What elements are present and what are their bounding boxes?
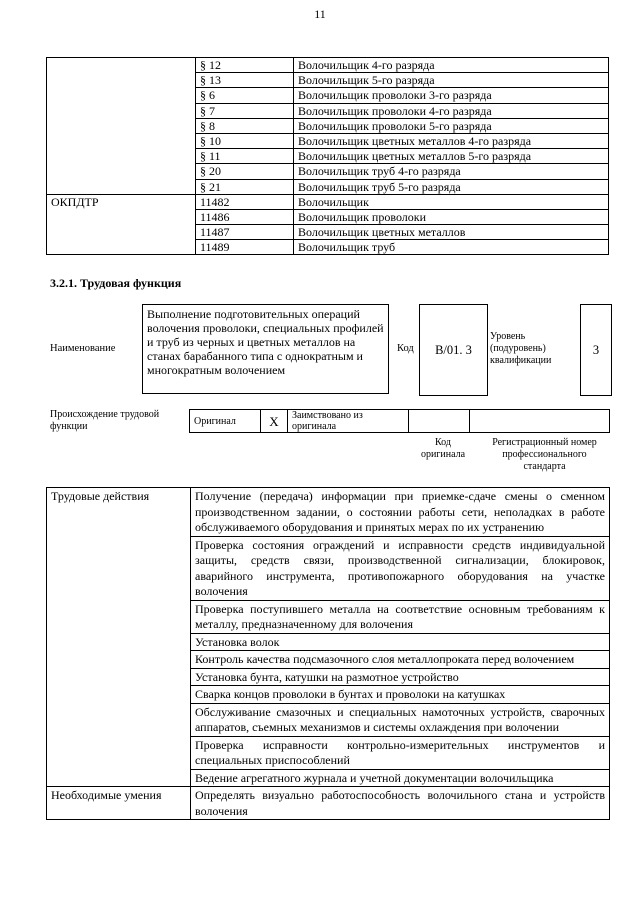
code-label: Код	[397, 343, 414, 354]
origin-code-cell	[409, 410, 470, 433]
codes-classifier-cell	[47, 58, 196, 195]
original-label: Оригинал	[190, 410, 261, 433]
origin-reg-cell	[470, 410, 610, 433]
required-skill-row-text: Определять визуально работоспособность волочильного стана и устройств волочения	[191, 787, 610, 820]
codes-code-cell: § 7	[196, 103, 294, 118]
labor-action-row-text: Контроль качества подсмазочного слоя металлопроката перед волочением	[191, 651, 610, 669]
codes-table-row	[47, 58, 609, 73]
codes-code-cell: § 20	[196, 164, 294, 179]
section-title: 3.2.1. Трудовая функция	[50, 276, 182, 290]
codes-title-cell: Волочильщик цветных металлов	[294, 225, 609, 240]
labor-action-row-text: Сварка концов проволоки в бунтах и проволоки на катушках	[191, 686, 610, 704]
codes-title-cell: Волочильщик 5-го разряда	[294, 73, 609, 88]
codes-code-cell: § 13	[196, 73, 294, 88]
origin-label: Происхождение трудовой функции	[50, 409, 160, 432]
codes-code-cell: § 21	[196, 179, 294, 194]
required-skill-row	[47, 787, 610, 820]
codes-code-cell: 11489	[196, 240, 294, 255]
codes-classifier-cell: ОКПДТР	[47, 194, 196, 255]
codes-title-cell: Волочильщик проволоки 3-го разряда	[294, 88, 609, 103]
codes-title-cell: Волочильщик 4-го разряда	[294, 58, 609, 73]
name-label: Наименование	[50, 343, 116, 354]
original-mark: X	[261, 410, 288, 433]
codes-code-cell: § 12	[196, 58, 294, 73]
codes-title-cell: Волочильщик проволоки 4-го разряда	[294, 103, 609, 118]
codes-code-cell: § 8	[196, 118, 294, 133]
codes-title-cell: Волочильщик цветных металлов 5-го разряда	[294, 149, 609, 164]
reg-caption: Регистрационный номер профессионального стандарта	[492, 437, 597, 472]
codes-title-cell: Волочильщик	[294, 194, 609, 209]
codes-code-cell: § 11	[196, 149, 294, 164]
labor-action-row-text: Обслуживание смазочных и специальных намоточных устройств, сварочных аппаратов, съемных механизмов и системы охлаждения при волочении	[191, 703, 610, 736]
codes-code-cell: § 6	[196, 88, 294, 103]
required-skill-row-label: Необходимые умения	[47, 787, 191, 820]
code-caption: Код оригинала	[420, 437, 466, 460]
codes-title-cell: Волочильщик труб 4-го разряда	[294, 164, 609, 179]
codes-table	[46, 57, 609, 255]
labor-action-row-text: Проверка исправности контрольно-измерительных инструментов и специальных приспособлений	[191, 736, 610, 769]
codes-title-cell: Волочильщик труб 5-го разряда	[294, 179, 609, 194]
page-number: 11	[314, 7, 326, 21]
codes-title-cell: Волочильщик проволоки	[294, 209, 609, 224]
function-code-box: B/01. 3	[419, 304, 488, 396]
codes-code-cell: § 10	[196, 133, 294, 148]
codes-code-cell: 11487	[196, 225, 294, 240]
labor-action-row-label: Трудовые действия	[47, 488, 191, 787]
codes-table-row	[47, 194, 609, 209]
labor-action-row-text: Проверка состояния ограждений и исправности средств индивидуальной защиты, средств связи, производственной сигнализации, блокировок, аварийного инструмента, противопожарного оборудования на участке волочения	[191, 536, 610, 600]
labor-action-row-text: Установка волок	[191, 633, 610, 651]
level-label: Уровень (подуровень) квалификации	[490, 331, 552, 366]
origin-table	[189, 409, 610, 433]
codes-code-cell: 11486	[196, 209, 294, 224]
codes-title-cell: Волочильщик цветных металлов 4-го разряда	[294, 133, 609, 148]
main-table	[46, 487, 610, 820]
labor-action-row	[47, 488, 610, 537]
codes-title-cell: Волочильщик проволоки 5-го разряда	[294, 118, 609, 133]
labor-action-row-text: Получение (передача) информации при приемке-сдаче смены о сменном производственном задании, о состоянии работы сети, неполадках в работе обслуживаемого оборудования и принятых мерах по их устранению	[191, 488, 610, 537]
level-box: 3	[580, 304, 612, 396]
labor-action-row-text: Ведение агрегатного журнала и учетной документации волочильщика	[191, 769, 610, 787]
labor-action-row-text: Установка бунта, катушки на размотное устройство	[191, 668, 610, 686]
codes-code-cell: 11482	[196, 194, 294, 209]
borrowed-label: Заимствовано из оригинала	[288, 410, 409, 433]
function-name-box: Выполнение подготовительных операций волочения проволоки, специальных профилей и труб из черных и цветных металлов на станах барабанного типа с однократным и многократным волочением	[142, 304, 389, 394]
labor-action-row-text: Проверка поступившего металла на соответствие основным требованиям к металлу, предназначенному для волочения	[191, 600, 610, 633]
codes-title-cell: Волочильщик труб	[294, 240, 609, 255]
